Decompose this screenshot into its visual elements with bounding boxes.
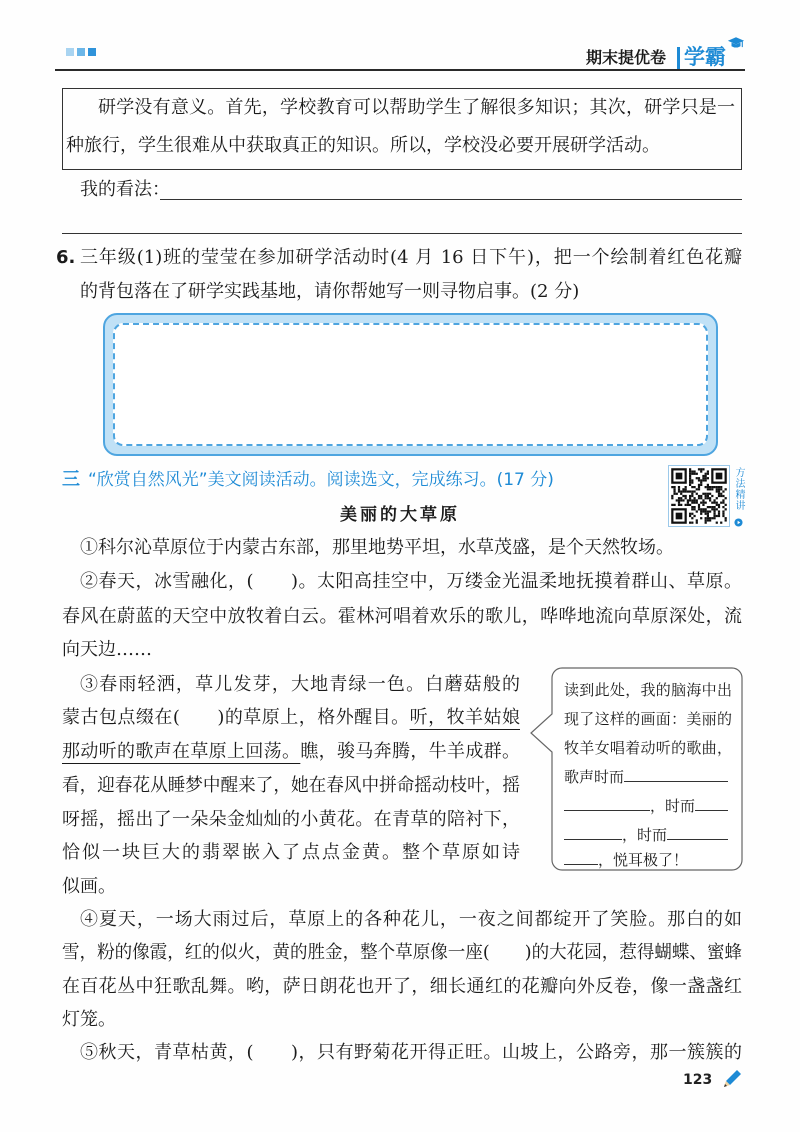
header-decoration	[66, 48, 96, 56]
paragraph-line	[62, 706, 520, 730]
statement-line: 研学没有意义。首先，学校教育可以帮助学生了解很多知识；其次，研学只是一	[98, 97, 735, 118]
answer-box	[103, 313, 718, 456]
fill-blank	[564, 825, 622, 840]
fill-blank	[624, 767, 728, 782]
opinion-answer-line-2	[62, 233, 742, 234]
decoration-square	[77, 48, 85, 56]
article-title: 美丽的大草原	[340, 505, 460, 525]
qr-caption: 方法精讲	[733, 467, 744, 511]
paragraph-line	[62, 740, 520, 764]
statement-line: 种旅行，学生很难从中获取真正的知识。所以，学校没必要开展研学活动。	[66, 135, 660, 156]
paragraph-line: ②春天，冰雪融化，( )。太阳高挂空中，万缕金光温柔地抚摸着群山、草原。	[80, 571, 742, 592]
opinion-label: 我的看法：	[80, 179, 170, 200]
question-number: 6.	[56, 247, 76, 268]
bubble-line	[564, 796, 728, 816]
paragraph-line: 灯笼。	[62, 1009, 116, 1030]
paragraph-line: 在百花丛中狂歌乱舞。哟，萨日朗花也开了，细长通红的花瓣向外反卷，像一盏盏红	[62, 976, 742, 997]
brand-logo: 学霸	[684, 45, 726, 69]
bubble-line: 牧羊女唱着动听的歌曲，	[564, 739, 732, 757]
question-text-line: 三年级(1)班的莹莹在参加研学活动时(4 月 16 日下午)，把一个绘制着红色花瓣	[80, 247, 742, 268]
brand-divider	[677, 47, 680, 69]
section-number: 三	[62, 469, 80, 490]
sentence-text: 瞧，骏马奔腾，牛羊成群。	[300, 741, 521, 762]
paragraph-line: ③春雨轻洒，草儿发芽，大地青绿一色。白蘑菇般的	[80, 674, 520, 695]
paragraph-line: 恰似一块巨大的翡翠嵌入了点点金黄。整个草原如诗	[62, 842, 520, 863]
bubble-line: 现了这样的画面：美丽的	[564, 710, 732, 728]
paragraph-line: ①科尔沁草原位于内蒙古东部，那里地势平坦，水草茂盛，是个天然牧场。	[80, 537, 674, 558]
fill-blank	[667, 825, 728, 840]
play-icon	[734, 518, 743, 527]
underlined-sentence: 听，牧羊姑娘	[409, 707, 520, 728]
paper-title: 期末提优卷	[586, 48, 667, 67]
paragraph-line: ④夏天，一场大雨过后，草原上的各种花儿，一夜之间都绽开了笑脸。那白的如	[80, 909, 742, 930]
fill-blank	[564, 796, 650, 811]
bubble-text: ，悦耳极了！	[598, 851, 689, 869]
decoration-square	[88, 48, 96, 56]
qr-code	[668, 465, 730, 527]
bubble-line	[564, 825, 728, 845]
answer-box-inner	[113, 323, 708, 446]
decoration-square	[66, 48, 74, 56]
fill-blank	[695, 796, 728, 811]
underlined-sentence: 那动听的歌声在草原上回荡。	[62, 741, 301, 762]
bubble-line	[564, 767, 728, 787]
header-rule	[55, 69, 745, 71]
bubble-text: 歌声时而	[564, 768, 625, 786]
paragraph-line: 似画。	[62, 876, 116, 897]
bubble-text: ，时而	[622, 826, 668, 844]
bubble-line: 读到此处，我的脑海中出	[564, 681, 732, 699]
bubble-line	[564, 850, 688, 870]
pencil-icon	[721, 1066, 745, 1090]
opinion-answer-line	[160, 199, 742, 200]
section-heading: “欣赏自然风光”美文阅读活动。阅读选文，完成练习。(17 分)	[88, 470, 554, 490]
paragraph-line: ⑤秋天，青草枯黄，( )，只有野菊花开得正旺。山坡上，公路旁，那一簇簇的	[80, 1042, 742, 1063]
question-text-line: 的背包落在了研学实践基地，请你帮她写一则寻物启事。(2 分)	[80, 281, 580, 302]
fill-blank	[564, 850, 598, 865]
paragraph-line: 春风在蔚蓝的天空中放牧着白云。霍林河唱着欢乐的歌儿，哗哗地流向草原深处，流	[62, 606, 742, 627]
graduation-cap-icon	[727, 36, 745, 51]
bubble-text: ，时而	[650, 797, 696, 815]
paragraph-line: 向天边……	[62, 639, 152, 660]
paragraph-line: 看，迎春花从睡梦中醒来了，她在春风中拼命摇动枝叶，摇	[62, 775, 520, 796]
sentence-text: 蒙古包点缀在( )的草原上，格外醒目。	[62, 707, 410, 728]
paragraph-line: 呀摇，摇出了一朵朵金灿灿的小黄花。在青草的陪衬下，	[62, 809, 520, 830]
page-number: 123	[683, 1072, 713, 1088]
paragraph-line: 雪，粉的像霞，红的似火，黄的胜金，整个草原像一座( )的大花园，惹得蝴蝶、蜜蜂	[62, 942, 743, 963]
